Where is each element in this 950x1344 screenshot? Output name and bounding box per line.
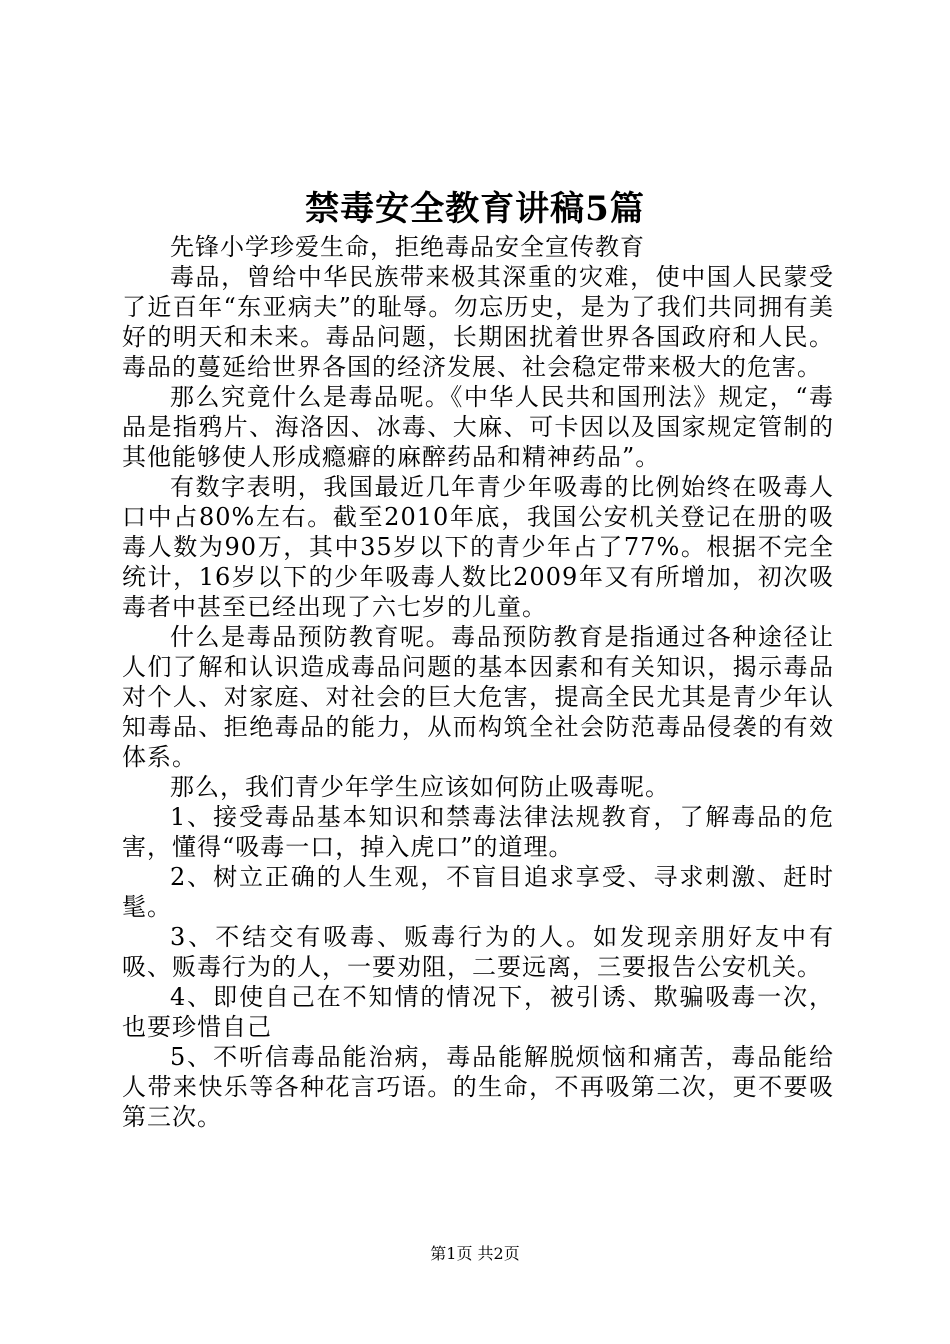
list-item: 1、接受毒品基本知识和禁毒法律法规教育，了解毒品的危害，懂得“吸毒一口，掉入虎口”的道理。 — [122, 803, 834, 861]
list-item: 5、不听信毒品能治病，毒品能解脱烦恼和痛苦，毒品能给人带来快乐等各种花言巧语。的生命，不再吸第二次，更不要吸第三次。 — [122, 1043, 834, 1131]
document-body — [122, 232, 834, 1132]
paragraph: 有数字表明，我国最近几年青少年吸毒的比例始终在吸毒人口中占80%左右。截至2010年底，我国公安机关登记在册的吸毒人数为90万，其中35岁以下的青少年占了77%。根据不完全统计，16岁以下的少年吸毒人数比2009年又有所增加，初次吸毒者中甚至已经出现了六七岁的儿童。 — [122, 473, 834, 621]
paragraph: 毒品，曾给中华民族带来极其深重的灾难，使中国人民蒙受了近百年“东亚病夫”的耻辱。勿忘历史，是为了我们共同拥有美好的明天和未来。毒品问题，长期困扰着世界各国政府和人民。毒品的蔓延给世界各国的经济发展、社会稳定带来极大的危害。 — [122, 263, 834, 381]
page-footer: 第1页 共2页 — [430, 1244, 520, 1263]
document-title: 禁毒安全教育讲稿5篇 — [305, 189, 645, 229]
paragraph: 什么是毒品预防教育呢。毒品预防教育是指通过各种途径让人们了解和认识造成毒品问题的基本因素和有关知识，揭示毒品对个人、对家庭、对社会的巨大危害，提高全民尤其是青少年认知毒品、拒绝毒品的能力，从而构筑全社会防范毒品侵袭的有效体系。 — [122, 623, 834, 771]
list-item: 3、不结交有吸毒、贩毒行为的人。如发现亲朋好友中有吸、贩毒行为的人，一要劝阻，二要远离，三要报告公安机关。 — [122, 923, 834, 981]
paragraph: 那么究竟什么是毒品呢。《中华人民共和国刑法》规定，“毒品是指鸦片、海洛因、冰毒、大麻、可卡因以及国家规定管制的其他能够使人形成瘾癖的麻醉药品和精神药品”。 — [122, 383, 834, 471]
list-item: 4、即使自己在不知情的情况下，被引诱、欺骗吸毒一次，也要珍惜自己 — [122, 983, 834, 1041]
paragraph: 那么，我们青少年学生应该如何防止吸毒呢。 — [170, 773, 670, 801]
list-item: 2、树立正确的人生观，不盲目追求享受、寻求刺激、赶时髦。 — [122, 863, 834, 921]
paragraph-subtitle: 先锋小学珍爱生命，拒绝毒品安全宣传教育 — [170, 233, 645, 261]
